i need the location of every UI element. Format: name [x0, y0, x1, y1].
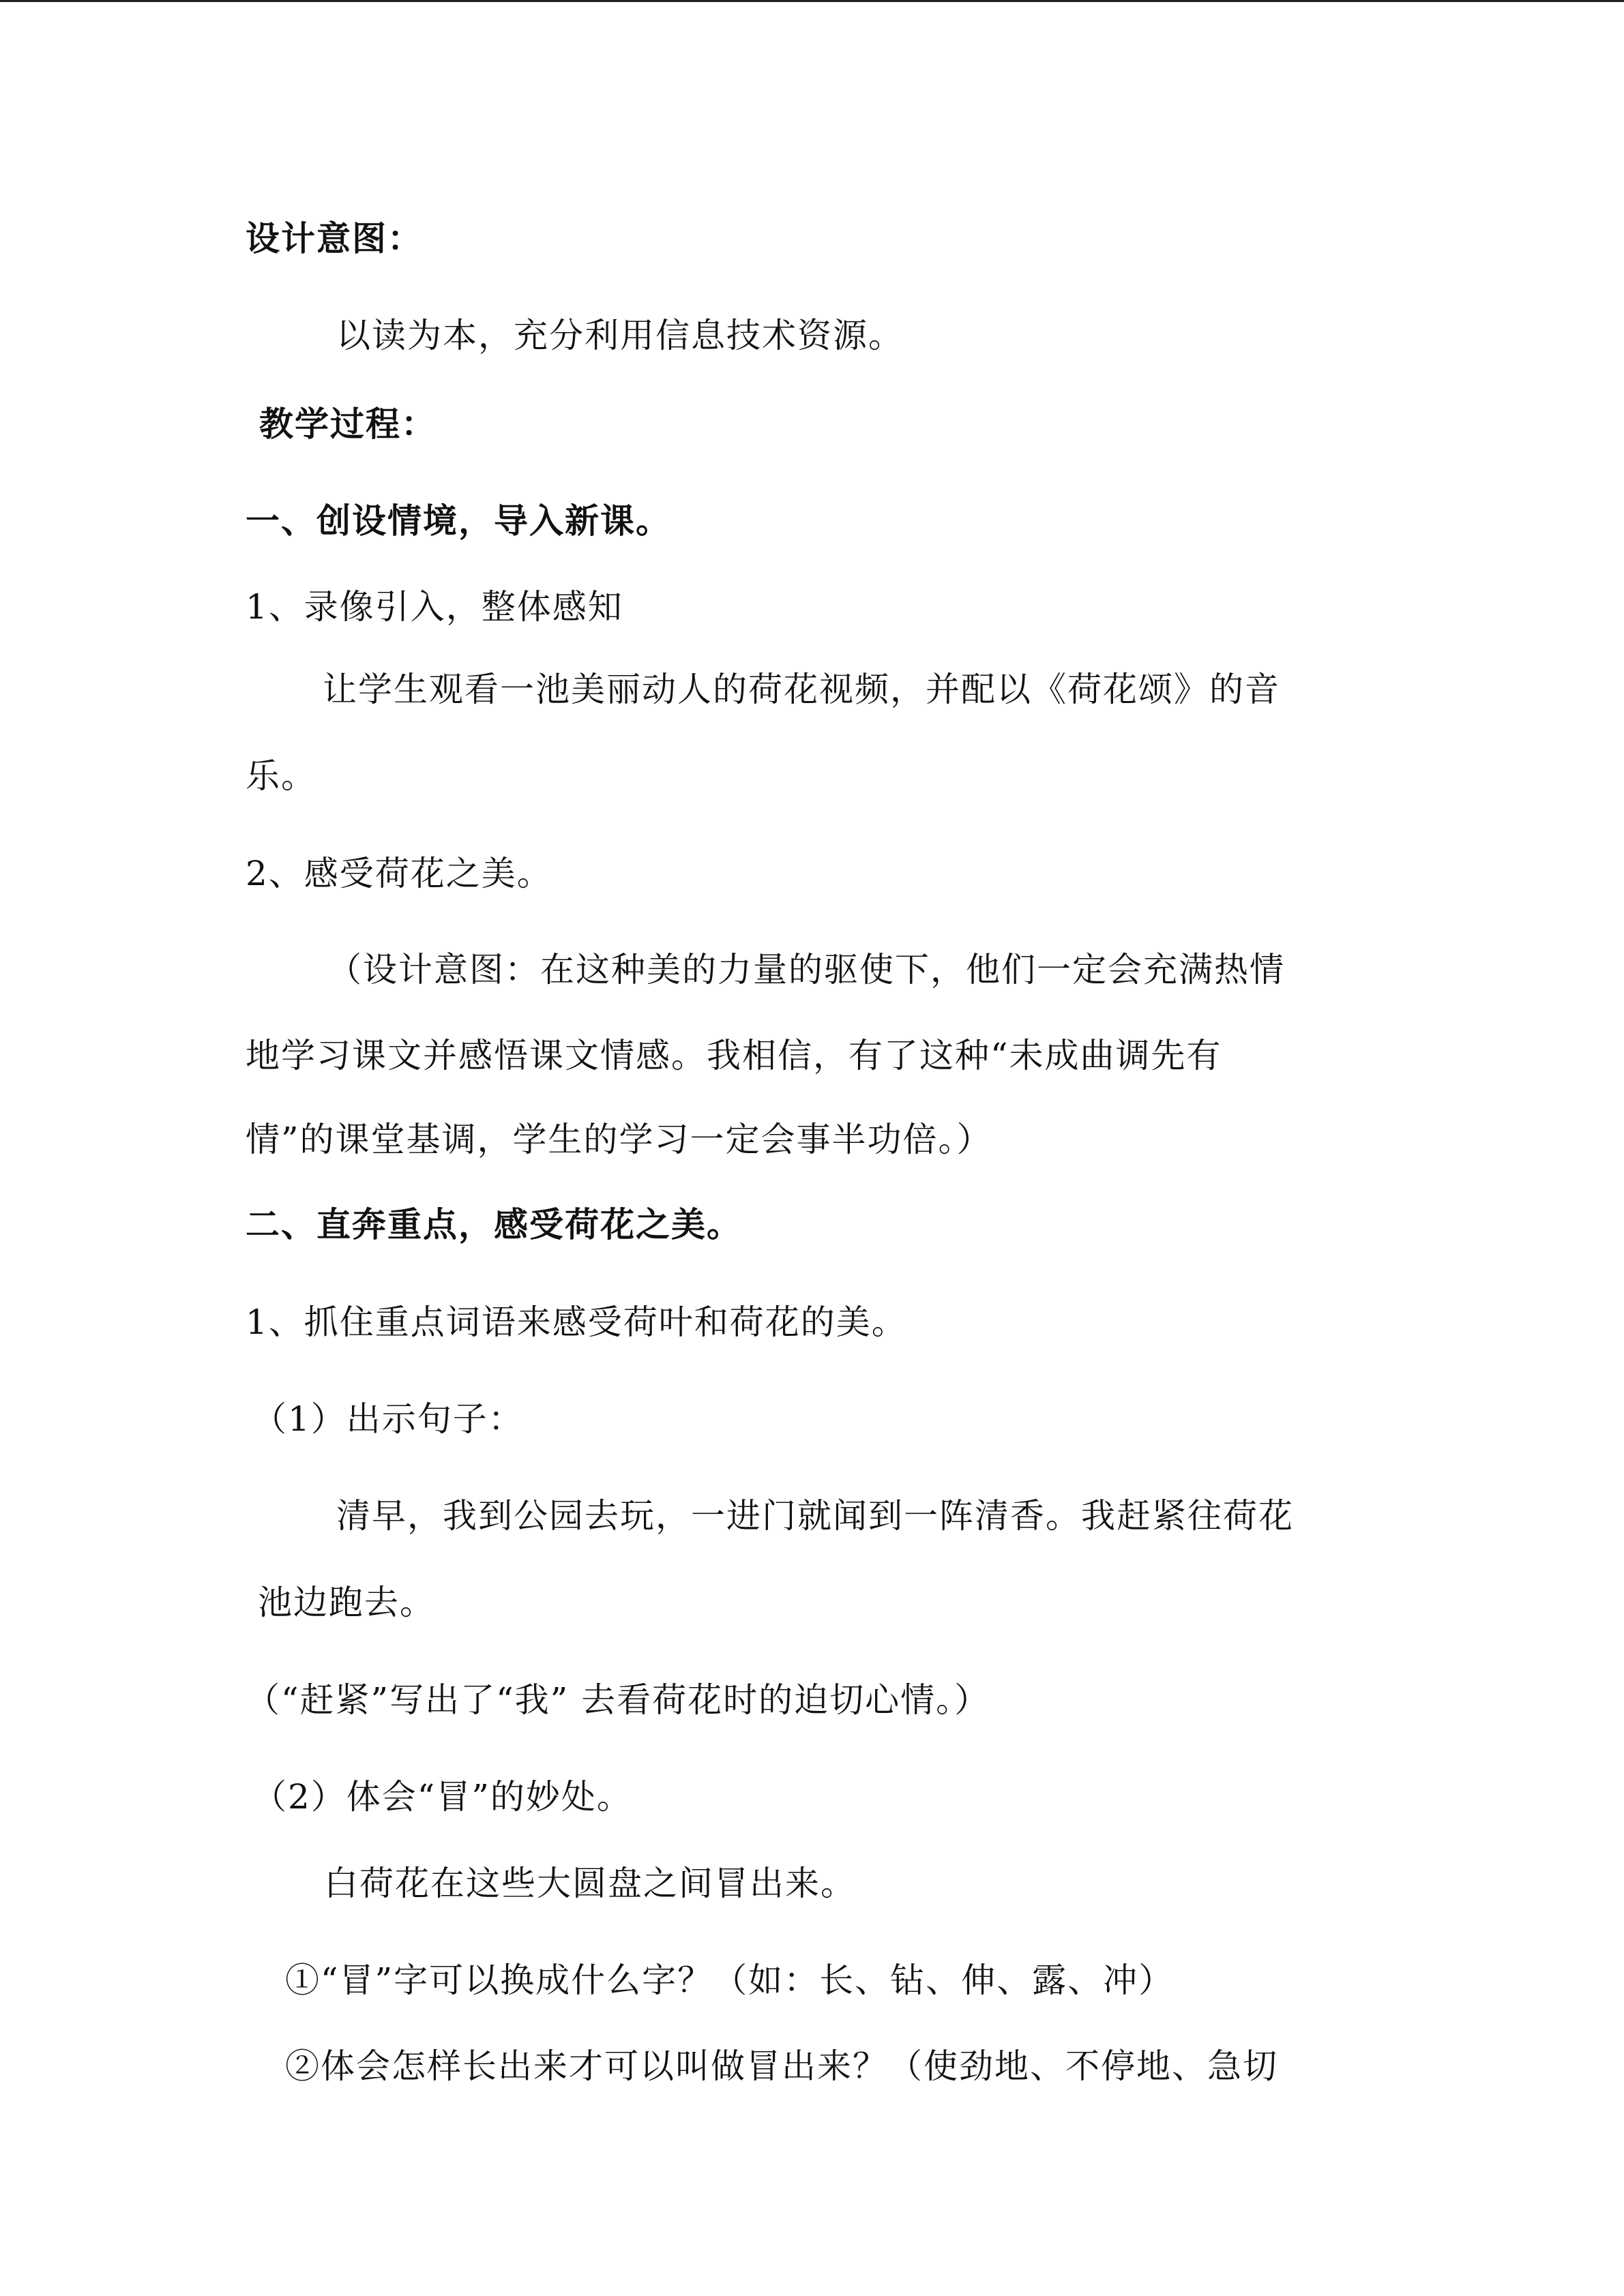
question-2: ②体会怎样长出来才可以叫做冒出来？（使劲地、不停地、急切 — [285, 2046, 1278, 2086]
design-note-line-3: 情”的课堂基调，学生的学习一定会事半功倍。） — [246, 1120, 992, 1159]
question-1: ①“冒”字可以换成什么字？（如：长、钻、伸、露、冲） — [285, 1960, 1175, 2000]
example-sentence: 白荷花在这些大圆盘之间冒出来。 — [324, 1864, 856, 1903]
paragraph-video-cont: 乐。 — [246, 756, 316, 796]
page-top-border — [0, 0, 1624, 2]
section-1-heading: 一、创设情境，导入新课。 — [246, 501, 671, 541]
design-intent-text: 以读为本，充分利用信息技术资源。 — [336, 316, 904, 355]
paragraph-video: 让学生观看一池美丽动人的荷花视频，并配以《荷花颂》的音 — [323, 670, 1280, 709]
design-intent-heading: 设计意图： — [246, 219, 423, 258]
item-2-1: 1、抓住重点词语来感受荷叶和荷花的美。 — [246, 1302, 907, 1342]
subitem-1: （1）出示句子： — [252, 1399, 524, 1439]
design-note-line-2: 地学习课文并感悟课文情感。我相信，有了这种“未成曲调先有 — [246, 1036, 1222, 1075]
section-2-heading: 二、直奔重点，感受荷花之美。 — [246, 1205, 742, 1244]
explanation-hurry: （“赶紧”写出了“我” 去看荷花时的迫切心情。） — [246, 1680, 990, 1720]
item-1-2: 2、感受荷花之美。 — [246, 854, 552, 893]
quote-sentence-line-1: 清早，我到公园去玩，一进门就闻到一阵清香。我赶紧往荷花 — [336, 1496, 1294, 1536]
quote-sentence-line-2: 池边跑去。 — [258, 1583, 435, 1622]
teaching-process-heading: 教学过程： — [259, 404, 437, 444]
item-1-1: 1、录像引入，整体感知 — [246, 587, 623, 627]
design-note-line-1: （设计意图：在这种美的力量的驱使下，他们一定会充满热情 — [327, 950, 1285, 989]
subitem-2: （2）体会“冒”的妙处。 — [252, 1777, 632, 1817]
